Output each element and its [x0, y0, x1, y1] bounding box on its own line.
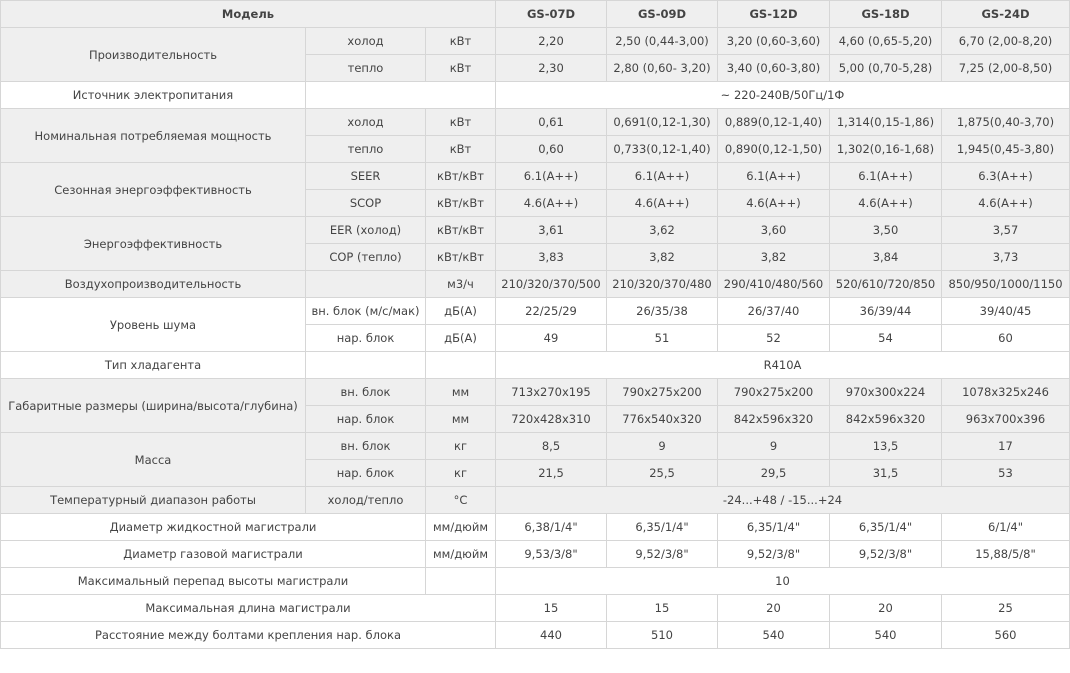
value-cell: ~ 220-240В/50Гц/1Ф — [496, 82, 1070, 109]
table-row — [1, 163, 1070, 190]
mode-cell: вн. блок — [306, 379, 426, 406]
value-cell: 26/37/40 — [718, 298, 830, 325]
value-cell: 2,50 (0,44-3,00) — [607, 28, 718, 55]
value-cell: 2,30 — [496, 55, 607, 82]
row-label-noise: Уровень шума — [1, 298, 306, 352]
value-cell: 1,302(0,16-1,68) — [830, 136, 942, 163]
value-cell: 4.6(A++) — [607, 190, 718, 217]
value-cell: 6,35/1/4" — [830, 514, 942, 541]
table-row — [1, 298, 1070, 325]
table-row — [1, 433, 1070, 460]
model-header-gs07d: GS-07D — [496, 1, 607, 28]
value-cell: 850/950/1000/1150 — [942, 271, 1070, 298]
unit-cell: кВт — [426, 109, 496, 136]
value-cell: 2,80 (0,60- 3,20) — [607, 55, 718, 82]
value-cell: 3,50 — [830, 217, 942, 244]
model-header-gs12d: GS-12D — [718, 1, 830, 28]
table-row — [1, 82, 1070, 109]
value-cell: 842x596x320 — [830, 406, 942, 433]
unit-cell: дБ(А) — [426, 325, 496, 352]
value-cell: 6.1(A++) — [607, 163, 718, 190]
unit-cell: кВт — [426, 136, 496, 163]
unit-cell: кВт/кВт — [426, 217, 496, 244]
value-cell: 6/1/4" — [942, 514, 1070, 541]
empty-cell — [306, 271, 426, 298]
mode-cell: SEER — [306, 163, 426, 190]
unit-cell: кВт — [426, 55, 496, 82]
value-cell: 25 — [942, 595, 1070, 622]
row-label-dimensions: Габаритные размеры (ширина/высота/глубина) — [1, 379, 306, 433]
value-cell: 0,60 — [496, 136, 607, 163]
value-cell: 3,84 — [830, 244, 942, 271]
value-cell: 4.6(A++) — [830, 190, 942, 217]
mode-cell: тепло — [306, 136, 426, 163]
unit-cell: мм/дюйм — [426, 514, 496, 541]
row-label-airflow: Воздухопроизводительность — [1, 271, 306, 298]
value-cell: 1078x325x246 — [942, 379, 1070, 406]
row-label-seasonal-efficiency: Сезонная энергоэффективность — [1, 163, 306, 217]
value-cell: 510 — [607, 622, 718, 649]
row-label-max-length: Максимальная длина магистрали — [1, 595, 496, 622]
value-cell: 6,35/1/4" — [718, 514, 830, 541]
value-cell: 51 — [607, 325, 718, 352]
value-cell: 0,691(0,12-1,30) — [607, 109, 718, 136]
value-cell: 9 — [607, 433, 718, 460]
table-header-row — [1, 1, 1070, 28]
value-cell: 6.1(A++) — [830, 163, 942, 190]
value-cell: 713x270x195 — [496, 379, 607, 406]
value-cell: 0,890(0,12-1,50) — [718, 136, 830, 163]
value-cell: 9,53/3/8" — [496, 541, 607, 568]
value-cell: 54 — [830, 325, 942, 352]
value-cell: 52 — [718, 325, 830, 352]
value-cell: 720x428x310 — [496, 406, 607, 433]
table-row — [1, 109, 1070, 136]
value-cell: 20 — [718, 595, 830, 622]
value-cell: 36/39/44 — [830, 298, 942, 325]
value-cell: 8,5 — [496, 433, 607, 460]
mode-cell: холод — [306, 28, 426, 55]
value-cell: 25,5 — [607, 460, 718, 487]
table-row — [1, 217, 1070, 244]
value-cell: 3,82 — [607, 244, 718, 271]
value-cell: 4.6(A++) — [942, 190, 1070, 217]
value-cell: 15 — [496, 595, 607, 622]
value-cell: 31,5 — [830, 460, 942, 487]
value-cell: 21,5 — [496, 460, 607, 487]
unit-cell: дБ(А) — [426, 298, 496, 325]
unit-cell: кг — [426, 433, 496, 460]
mode-cell: холод/тепло — [306, 487, 426, 514]
value-cell: 10 — [496, 568, 1070, 595]
value-cell: 3,61 — [496, 217, 607, 244]
value-cell: 9,52/3/8" — [607, 541, 718, 568]
value-cell: 15 — [607, 595, 718, 622]
mode-cell: вн. блок (м/с/мак) — [306, 298, 426, 325]
value-cell: 3,82 — [718, 244, 830, 271]
value-cell: 9 — [718, 433, 830, 460]
value-cell: 17 — [942, 433, 1070, 460]
value-cell: 842x596x320 — [718, 406, 830, 433]
value-cell: 2,20 — [496, 28, 607, 55]
value-cell: 4,60 (0,65-5,20) — [830, 28, 942, 55]
value-cell: 9,52/3/8" — [830, 541, 942, 568]
mode-cell: тепло — [306, 55, 426, 82]
value-cell: 790x275x200 — [607, 379, 718, 406]
value-cell: 39/40/45 — [942, 298, 1070, 325]
value-cell: 440 — [496, 622, 607, 649]
mode-cell: COP (тепло) — [306, 244, 426, 271]
value-cell: 3,62 — [607, 217, 718, 244]
value-cell: 290/410/480/560 — [718, 271, 830, 298]
row-label-power-input: Номинальная потребляемая мощность — [1, 109, 306, 163]
value-cell: 560 — [942, 622, 1070, 649]
value-cell: 6,70 (2,00-8,20) — [942, 28, 1070, 55]
value-cell: 3,73 — [942, 244, 1070, 271]
value-cell: 4.6(A++) — [718, 190, 830, 217]
value-cell: 0,733(0,12-1,40) — [607, 136, 718, 163]
unit-cell: °C — [426, 487, 496, 514]
model-header-label: Модель — [1, 1, 496, 28]
row-label-capacity: Производительность — [1, 28, 306, 82]
value-cell: 1,875(0,40-3,70) — [942, 109, 1070, 136]
value-cell: 26/35/38 — [607, 298, 718, 325]
unit-cell: кВт/кВт — [426, 244, 496, 271]
table-row — [1, 514, 1070, 541]
value-cell: 0,889(0,12-1,40) — [718, 109, 830, 136]
empty-cell — [426, 568, 496, 595]
value-cell: 20 — [830, 595, 942, 622]
value-cell: 3,40 (0,60-3,80) — [718, 55, 830, 82]
row-label-temperature-range: Температурный диапазон работы — [1, 487, 306, 514]
value-cell: 6.3(A++) — [942, 163, 1070, 190]
table-row — [1, 271, 1070, 298]
unit-cell: кВт — [426, 28, 496, 55]
mode-cell: вн. блок — [306, 433, 426, 460]
mode-cell: холод — [306, 109, 426, 136]
mode-cell: нар. блок — [306, 406, 426, 433]
value-cell: 9,52/3/8" — [718, 541, 830, 568]
model-header-gs09d: GS-09D — [607, 1, 718, 28]
row-label-energy-efficiency: Энергоэффективность — [1, 217, 306, 271]
value-cell: 15,88/5/8" — [942, 541, 1070, 568]
value-cell: 3,83 — [496, 244, 607, 271]
value-cell: -24...+48 / -15...+24 — [496, 487, 1070, 514]
row-label-bolt-distance: Расстояние между болтами крепления нар. блока — [1, 622, 496, 649]
mode-cell: нар. блок — [306, 325, 426, 352]
model-header-gs18d: GS-18D — [830, 1, 942, 28]
value-cell: 520/610/720/850 — [830, 271, 942, 298]
unit-cell: кг — [426, 460, 496, 487]
value-cell: 60 — [942, 325, 1070, 352]
unit-cell: мм/дюйм — [426, 541, 496, 568]
value-cell: 3,57 — [942, 217, 1070, 244]
value-cell: 3,20 (0,60-3,60) — [718, 28, 830, 55]
value-cell: 790x275x200 — [718, 379, 830, 406]
empty-cell — [306, 352, 426, 379]
row-label-liquid-pipe: Диаметр жидкостной магистрали — [1, 514, 426, 541]
table-row — [1, 595, 1070, 622]
row-label-power-supply: Источник электропитания — [1, 82, 306, 109]
value-cell: 540 — [718, 622, 830, 649]
table-row — [1, 28, 1070, 55]
unit-cell: кВт/кВт — [426, 163, 496, 190]
value-cell: 1,945(0,45-3,80) — [942, 136, 1070, 163]
value-cell: 6.1(A++) — [496, 163, 607, 190]
row-label-max-height: Максимальный перепад высоты магистрали — [1, 568, 426, 595]
row-label-gas-pipe: Диаметр газовой магистрали — [1, 541, 426, 568]
model-header-gs24d: GS-24D — [942, 1, 1070, 28]
unit-cell: мм — [426, 406, 496, 433]
value-cell: 540 — [830, 622, 942, 649]
value-cell: 7,25 (2,00-8,50) — [942, 55, 1070, 82]
table-row — [1, 622, 1070, 649]
value-cell: 3,60 — [718, 217, 830, 244]
value-cell: 210/320/370/480 — [607, 271, 718, 298]
value-cell: 0,61 — [496, 109, 607, 136]
value-cell: 776x540x320 — [607, 406, 718, 433]
value-cell: 5,00 (0,70-5,28) — [830, 55, 942, 82]
value-cell: 970x300x224 — [830, 379, 942, 406]
empty-cell — [306, 82, 496, 109]
value-cell: 963x700x396 — [942, 406, 1070, 433]
value-cell: 6,35/1/4" — [607, 514, 718, 541]
value-cell: 6,38/1/4" — [496, 514, 607, 541]
row-label-mass: Масса — [1, 433, 306, 487]
value-cell: R410A — [496, 352, 1070, 379]
value-cell: 13,5 — [830, 433, 942, 460]
table-row — [1, 568, 1070, 595]
value-cell: 49 — [496, 325, 607, 352]
unit-cell: кВт/кВт — [426, 190, 496, 217]
value-cell: 6.1(A++) — [718, 163, 830, 190]
value-cell: 53 — [942, 460, 1070, 487]
mode-cell: нар. блок — [306, 460, 426, 487]
table-row — [1, 379, 1070, 406]
empty-cell — [426, 352, 496, 379]
value-cell: 4.6(A++) — [496, 190, 607, 217]
mode-cell: EER (холод) — [306, 217, 426, 244]
table-row — [1, 541, 1070, 568]
value-cell: 210/320/370/500 — [496, 271, 607, 298]
value-cell: 1,314(0,15-1,86) — [830, 109, 942, 136]
unit-cell: м3/ч — [426, 271, 496, 298]
table-row — [1, 352, 1070, 379]
value-cell: 22/25/29 — [496, 298, 607, 325]
row-label-refrigerant: Тип хладагента — [1, 352, 306, 379]
unit-cell: мм — [426, 379, 496, 406]
mode-cell: SCOP — [306, 190, 426, 217]
table-row — [1, 487, 1070, 514]
value-cell: 29,5 — [718, 460, 830, 487]
